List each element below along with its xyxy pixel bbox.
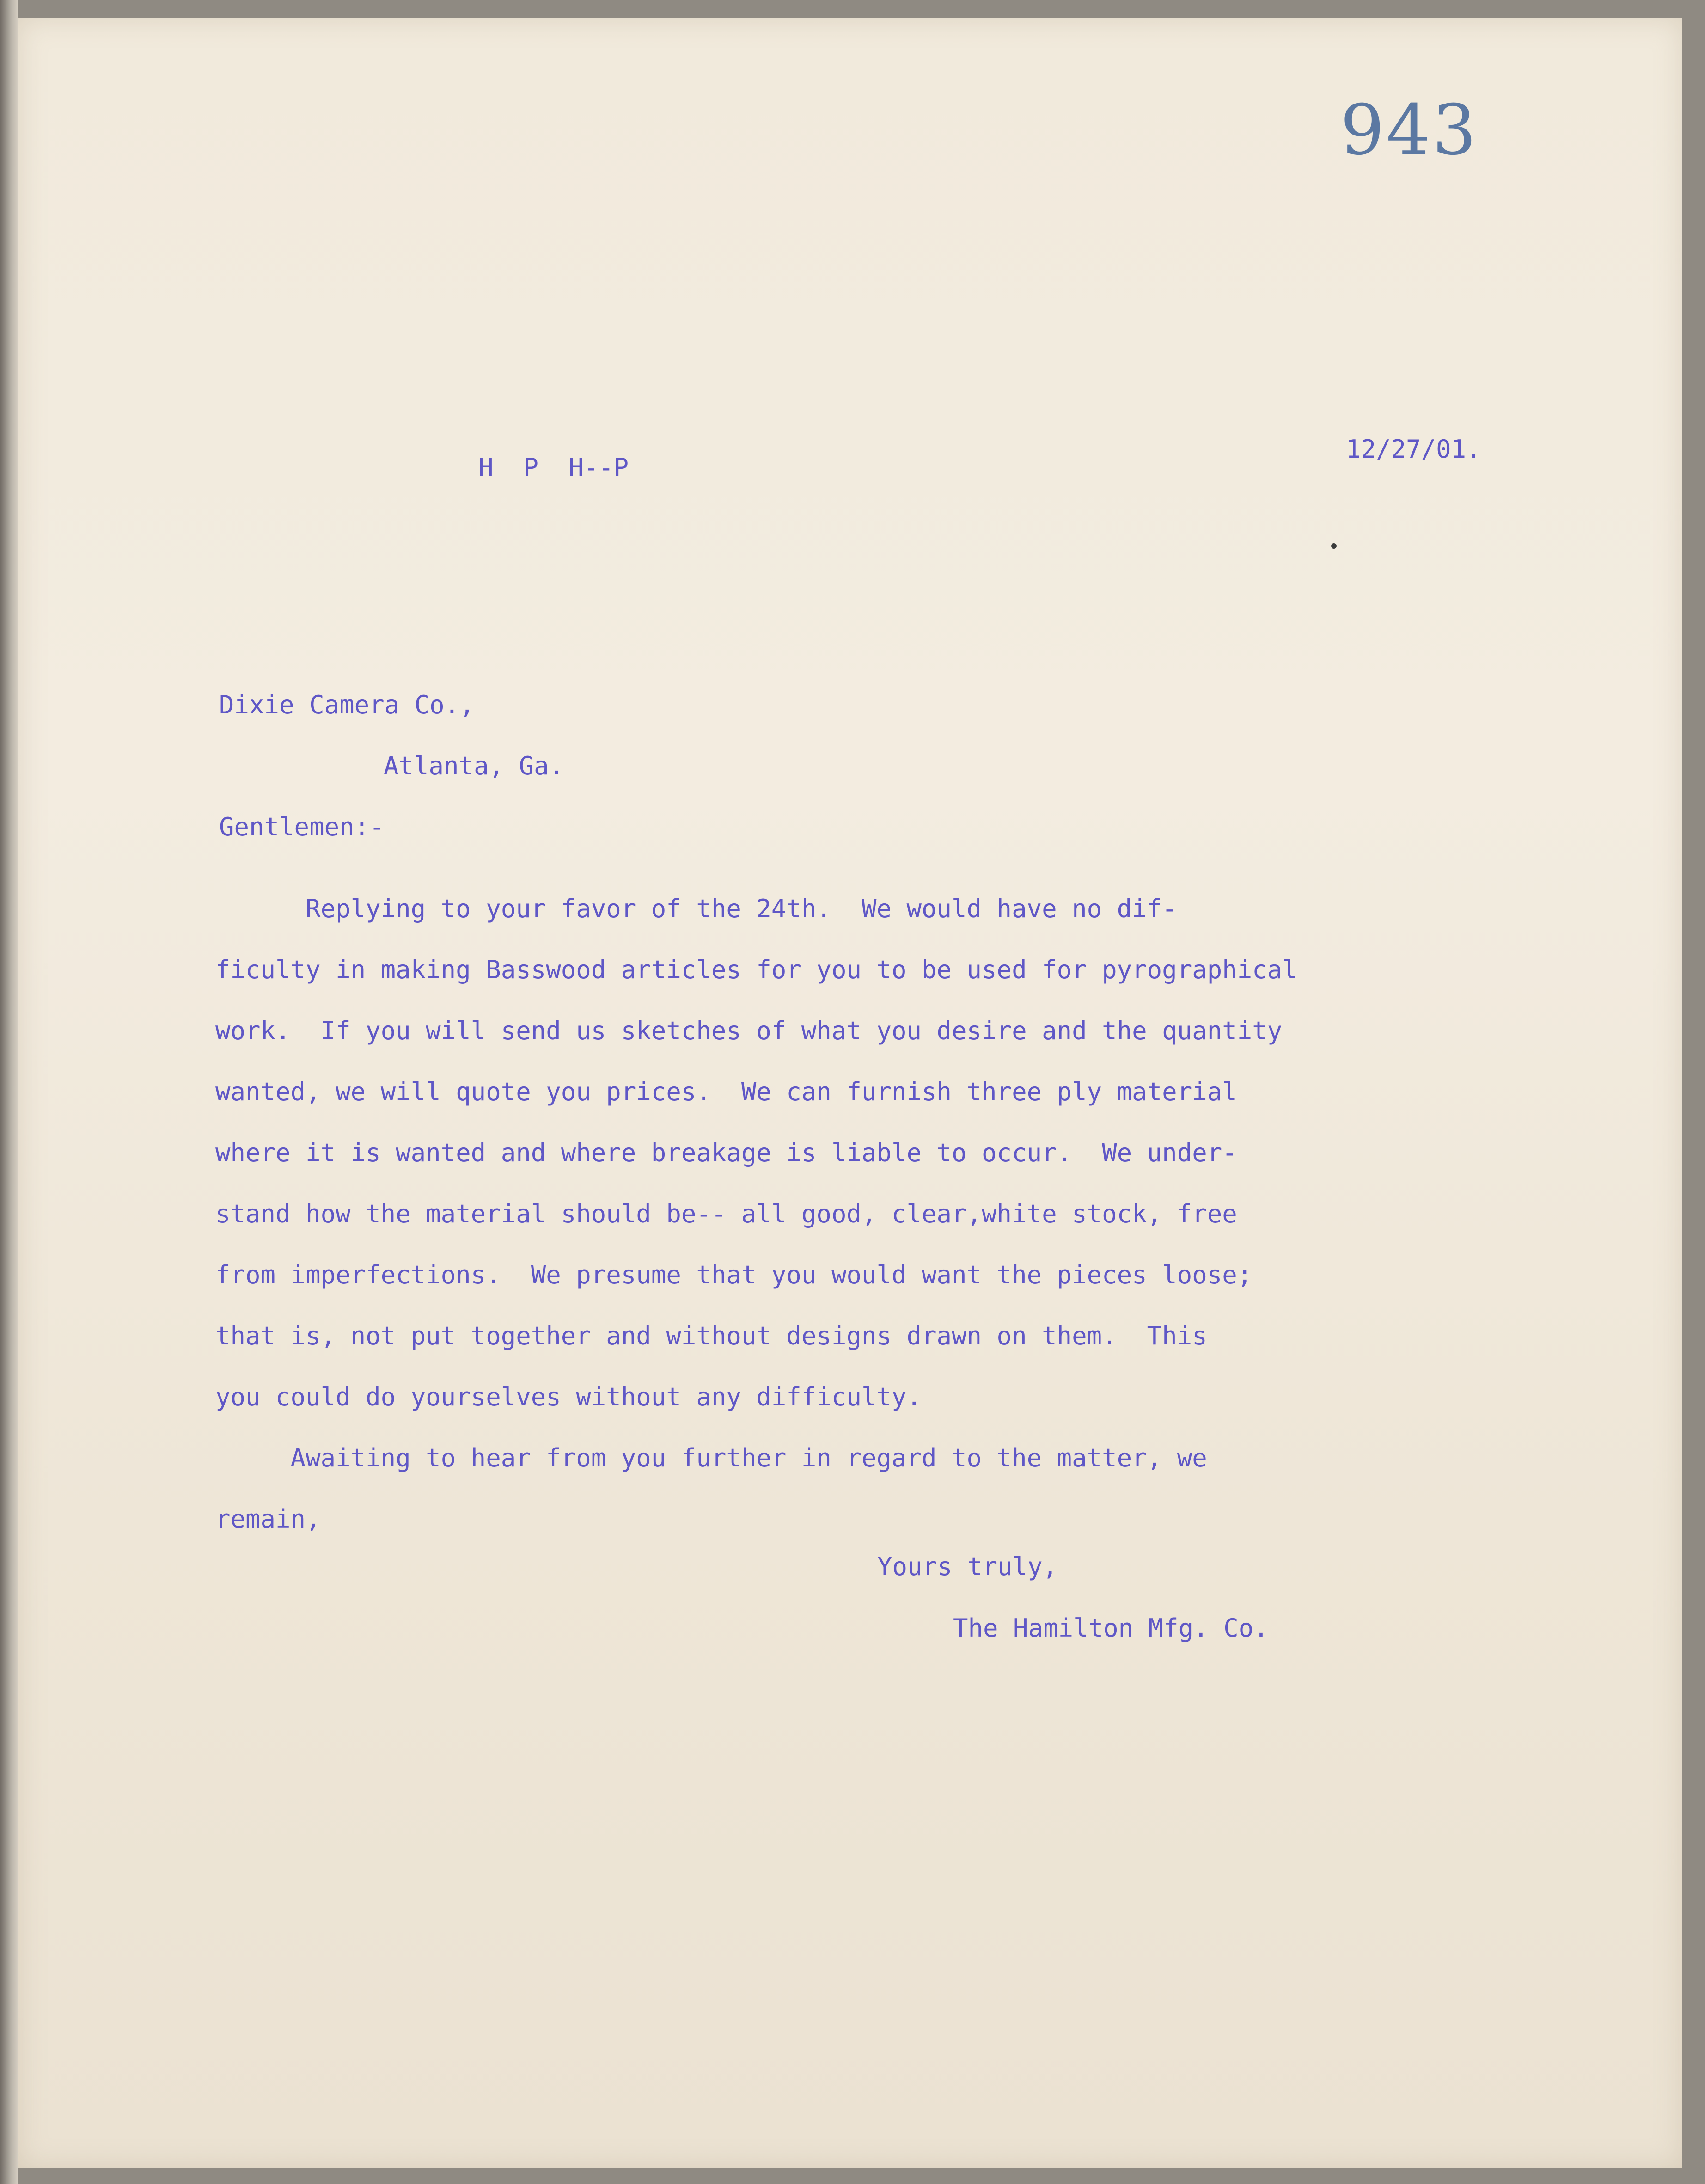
body-line: stand how the material should be-- all good, clear,white stock, free xyxy=(215,1199,1237,1228)
recipient-name: Dixie Camera Co., xyxy=(219,690,475,719)
body-line: from imperfections. We presume that you would want the pieces loose; xyxy=(215,1260,1253,1289)
body-line: that is, not put together and without designs drawn on them. This xyxy=(215,1321,1207,1350)
salutation: Gentlemen:- xyxy=(219,812,385,841)
body-line: Awaiting to hear from you further in regard to the matter, we xyxy=(215,1443,1207,1472)
letter-body xyxy=(215,878,1565,1550)
recipient-location: Atlanta, Ga. xyxy=(384,751,564,780)
signature-company: The Hamilton Mfg. Co. xyxy=(953,1613,1269,1643)
body-line: work. If you will send us sketches of what you desire and the quantity xyxy=(215,1016,1283,1045)
folio-number: 943 xyxy=(1340,90,1479,171)
body-line: Replying to your favor of the 24th. We would have no dif- xyxy=(215,894,1177,923)
ink-speck xyxy=(1331,543,1337,549)
letter-date: 12/27/01. xyxy=(1346,435,1481,464)
body-line: where it is wanted and where breakage is liable to occur. We under- xyxy=(215,1138,1237,1167)
volume-binding-edge xyxy=(0,0,18,2184)
body-line: ficulty in making Basswood articles for you to be used for pyrographical xyxy=(215,955,1297,984)
reference-initials: H P H--P xyxy=(478,453,629,482)
body-line: remain, xyxy=(215,1504,321,1534)
body-line: wanted, we will quote you prices. We can furnish three ply material xyxy=(215,1077,1237,1106)
body-line: you could do yourselves without any difficulty. xyxy=(215,1382,922,1411)
complimentary-close: Yours truly, xyxy=(877,1552,1058,1581)
